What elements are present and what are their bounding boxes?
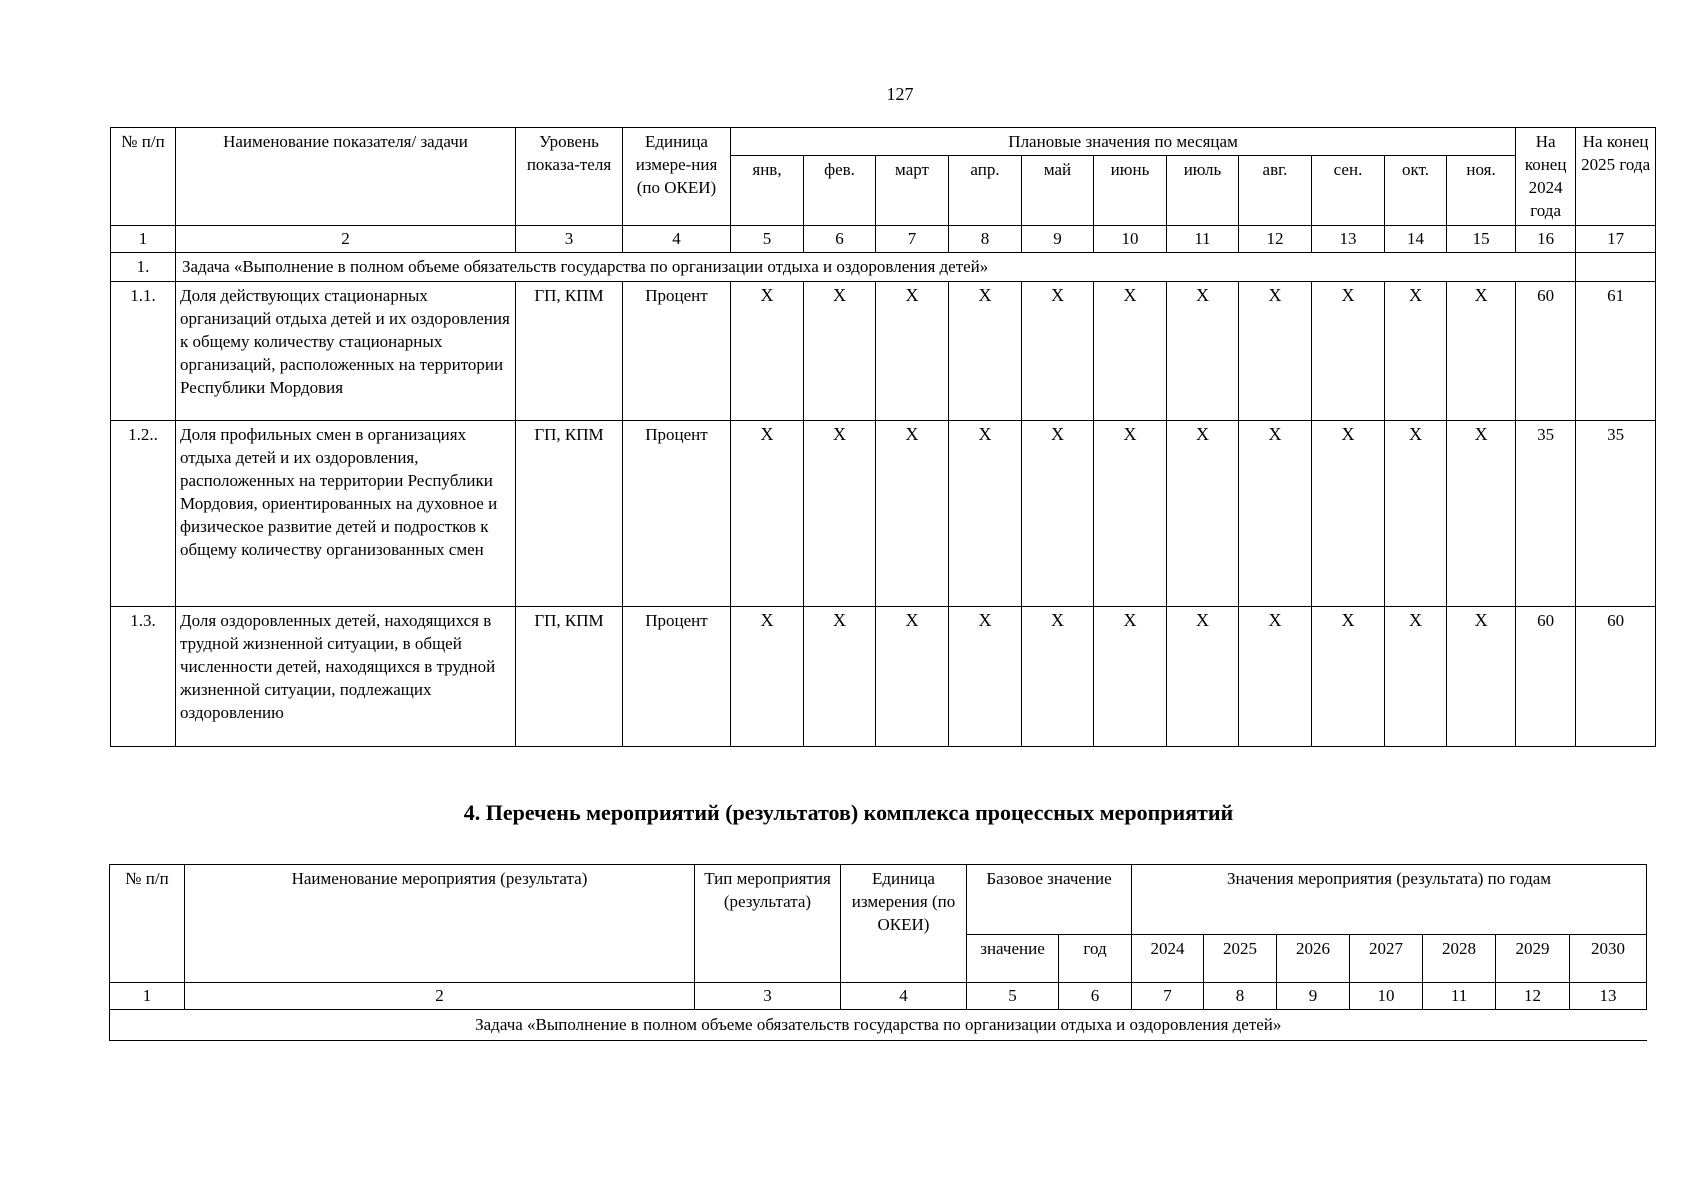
header-values: Значения мероприятия (результата) по годам: [1132, 865, 1647, 935]
column-index: 12: [1496, 983, 1570, 1010]
header-year: 2027: [1350, 935, 1423, 983]
row-month-value: X: [1447, 421, 1516, 607]
row-month-value: X: [1312, 282, 1385, 421]
column-index: 4: [841, 983, 967, 1010]
page-number: 127: [886, 84, 914, 104]
column-index: 5: [731, 226, 804, 253]
header-month: окт.: [1385, 156, 1447, 226]
column-index: 1: [111, 226, 176, 253]
column-index: 15: [1447, 226, 1516, 253]
column-index: 11: [1167, 226, 1239, 253]
column-index: 10: [1094, 226, 1167, 253]
row-end-2025: 61: [1576, 282, 1656, 421]
header-month: ноя.: [1447, 156, 1516, 226]
header-month: сен.: [1312, 156, 1385, 226]
header-month: янв,: [731, 156, 804, 226]
row-month-value: X: [1447, 607, 1516, 747]
task-row: [110, 1010, 1647, 1041]
row-month-value: X: [731, 607, 804, 747]
header-month: авг.: [1239, 156, 1312, 226]
row-month-value: X: [949, 421, 1022, 607]
column-index: 14: [1385, 226, 1447, 253]
row-month-value: X: [804, 421, 876, 607]
row-end-2025: 60: [1576, 607, 1656, 747]
column-index: 3: [516, 226, 623, 253]
header-year: 2028: [1423, 935, 1496, 983]
row-name: Доля действующих стационарных организаций отдыха детей и их оздоровления к общему количеству стационарных организаций, расположенных на территории Республики Мордовия: [176, 282, 516, 421]
task-text: Задача «Выполнение в полном объеме обязательств государства по организации отдыха и оздоровления детей»: [176, 253, 1576, 282]
header-plan: Плановые значения по месяцам: [731, 128, 1516, 156]
table-row: [111, 282, 1656, 421]
row-month-value: X: [1447, 282, 1516, 421]
column-index: 9: [1277, 983, 1350, 1010]
row-num: 1.1.: [111, 282, 176, 421]
row-end-2024: 35: [1516, 421, 1576, 607]
task-empty-cell: [1576, 253, 1656, 282]
header-year: 2029: [1496, 935, 1570, 983]
header-level: Уровень показа-теля: [516, 128, 623, 226]
header-row-1: [110, 865, 1647, 935]
column-index: 16: [1516, 226, 1576, 253]
header-name: Наименование мероприятия (результата): [185, 865, 695, 983]
table-row: [111, 607, 1656, 747]
header-base-year: год: [1059, 935, 1132, 983]
row-month-value: X: [1094, 421, 1167, 607]
column-index: 7: [876, 226, 949, 253]
header-end-2025: На конец 2025 года: [1576, 128, 1656, 226]
column-index: 6: [1059, 983, 1132, 1010]
header-base: Базовое значение: [967, 865, 1132, 935]
header-type: Тип мероприятия (результата): [695, 865, 841, 983]
table-row: [111, 421, 1656, 607]
row-unit: Процент: [623, 282, 731, 421]
row-end-2025: 35: [1576, 421, 1656, 607]
column-index: 11: [1423, 983, 1496, 1010]
row-num: 1.3.: [111, 607, 176, 747]
row-unit: Процент: [623, 607, 731, 747]
row-month-value: X: [949, 607, 1022, 747]
header-row-1: [111, 128, 1656, 156]
header-year: 2025: [1204, 935, 1277, 983]
column-index: 1: [110, 983, 185, 1010]
section-title: 4. Перечень мероприятий (результатов) комплекса процессных мероприятий: [463, 800, 1234, 825]
task-row: [111, 253, 1656, 282]
row-month-value: X: [731, 421, 804, 607]
column-index: 10: [1350, 983, 1423, 1010]
column-index: 7: [1132, 983, 1204, 1010]
row-month-value: X: [1239, 607, 1312, 747]
row-level: ГП, КПМ: [516, 607, 623, 747]
row-month-value: X: [1094, 282, 1167, 421]
column-index: 6: [804, 226, 876, 253]
column-index: 8: [949, 226, 1022, 253]
indicators-table: [110, 127, 1656, 747]
column-index: 13: [1312, 226, 1385, 253]
column-index-row: [110, 983, 1647, 1010]
row-month-value: X: [804, 282, 876, 421]
row-month-value: X: [1385, 607, 1447, 747]
header-base-value: значение: [967, 935, 1059, 983]
row-month-value: X: [1385, 282, 1447, 421]
row-name: Доля оздоровленных детей, находящихся в трудной жизненной ситуации, в общей численности детей, находящихся в трудной жизненной ситуации, подлежащих оздоровлению: [176, 607, 516, 747]
row-month-value: X: [1094, 607, 1167, 747]
task-num: 1.: [111, 253, 176, 282]
row-month-value: X: [731, 282, 804, 421]
header-year: 2030: [1570, 935, 1647, 983]
header-month: июль: [1167, 156, 1239, 226]
header-num: № п/п: [111, 128, 176, 226]
row-end-2024: 60: [1516, 607, 1576, 747]
row-month-value: X: [1239, 421, 1312, 607]
column-index: 2: [176, 226, 516, 253]
row-month-value: X: [949, 282, 1022, 421]
header-month: апр.: [949, 156, 1022, 226]
row-month-value: X: [876, 607, 949, 747]
column-index: 12: [1239, 226, 1312, 253]
column-index: 8: [1204, 983, 1277, 1010]
row-level: ГП, КПМ: [516, 282, 623, 421]
header-num: № п/п: [110, 865, 185, 983]
row-month-value: X: [1385, 421, 1447, 607]
header-end-2024: На конец 2024 года: [1516, 128, 1576, 226]
row-unit: Процент: [623, 421, 731, 607]
row-month-value: X: [1167, 282, 1239, 421]
row-month-value: X: [1022, 282, 1094, 421]
column-index-row: [111, 226, 1656, 253]
column-index: 4: [623, 226, 731, 253]
header-year: 2024: [1132, 935, 1204, 983]
header-month: июнь: [1094, 156, 1167, 226]
column-index: 17: [1576, 226, 1656, 253]
row-month-value: X: [876, 421, 949, 607]
row-month-value: X: [1239, 282, 1312, 421]
row-month-value: X: [876, 282, 949, 421]
task-text: Задача «Выполнение в полном объеме обязательств государства по организации отдыха и оздоровления детей»: [110, 1010, 1647, 1041]
column-index: 3: [695, 983, 841, 1010]
row-month-value: X: [1312, 607, 1385, 747]
activities-table: [109, 864, 1647, 1041]
column-index: 2: [185, 983, 695, 1010]
header-unit: Единица измерения (по ОКЕИ): [841, 865, 967, 983]
header-month: май: [1022, 156, 1094, 226]
row-num: 1.2..: [111, 421, 176, 607]
column-index: 9: [1022, 226, 1094, 253]
row-month-value: X: [1312, 421, 1385, 607]
header-month: фев.: [804, 156, 876, 226]
row-month-value: X: [1167, 421, 1239, 607]
row-month-value: X: [1167, 607, 1239, 747]
column-index: 5: [967, 983, 1059, 1010]
row-month-value: X: [1022, 607, 1094, 747]
row-month-value: X: [1022, 421, 1094, 607]
header-name: Наименование показателя/ задачи: [176, 128, 516, 226]
header-month: март: [876, 156, 949, 226]
column-index: 13: [1570, 983, 1647, 1010]
row-month-value: X: [804, 607, 876, 747]
header-unit: Единица измере-ния (по ОКЕИ): [623, 128, 731, 226]
header-year: 2026: [1277, 935, 1350, 983]
row-name: Доля профильных смен в организациях отдыха детей и их оздоровления, расположенных на территории Республики Мордовия, ориентированных на духовное и физическое развитие детей и подростков к общему количеству организованных смен: [176, 421, 516, 607]
row-end-2024: 60: [1516, 282, 1576, 421]
row-level: ГП, КПМ: [516, 421, 623, 607]
